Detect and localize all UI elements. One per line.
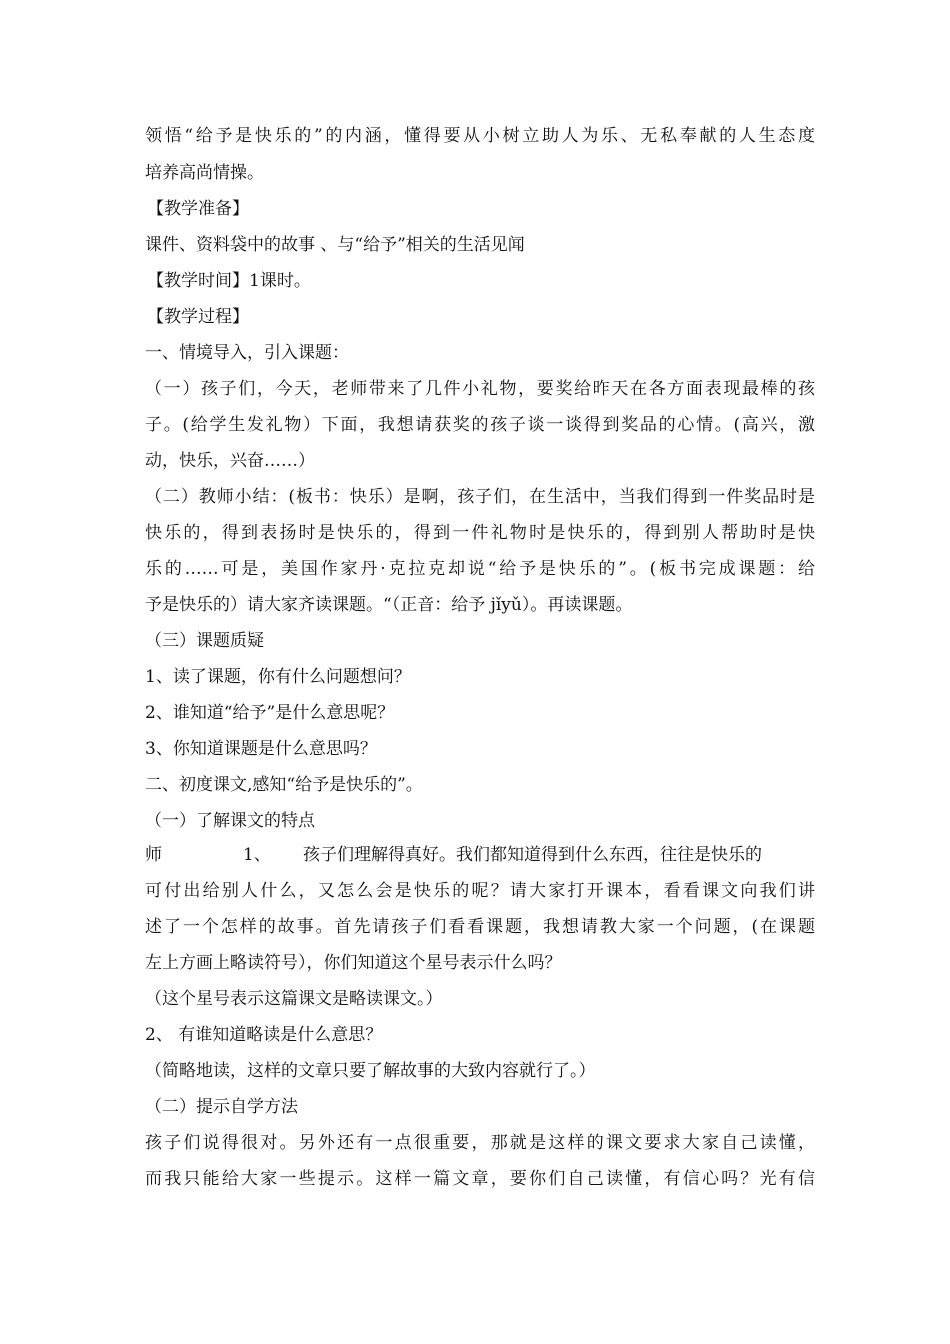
text-line: （一）了解课文的特点 [145, 811, 315, 831]
text-line: 快乐的，得到表扬时是快乐的，得到一件礼物时是快乐的，得到别人帮助时是快 [145, 523, 815, 543]
text-line: （二）教师小结：(板书：快乐）是啊，孩子们，在生活中，当我们得到一件奖品时是 [145, 487, 815, 507]
text-line: 二、初度课文,感知“给予是快乐的”。 [145, 775, 423, 795]
teacher-text: 孩子们理解得真好。我们都知道得到什么东西，往往是快乐的 [303, 845, 762, 865]
text-line: 领悟“给予是快乐的”的内涵，懂得要从小树立助人为乐、无私奉献的人生态度 [145, 126, 815, 146]
text-line: （一）孩子们，今天，老师带来了几件小礼物，要奖给昨天在各方面表现最棒的孩 [145, 379, 815, 399]
text-line: （这个星号表示这篇课文是略读课文。） [145, 989, 443, 1009]
text-line: 培养高尚情操。 [145, 163, 264, 183]
section-heading: 【教学准备】 [147, 199, 249, 219]
text-line: 3、你知道课题是什么意思吗？ [145, 739, 377, 759]
teacher-line [145, 840, 815, 870]
text-line: 予是快乐的）请大家齐读课题。“（正音：给予 jǐyǔ）。再读课题。 [145, 595, 633, 615]
text-line: 可付出给别人什么，又怎么会是快乐的呢？请大家打开课本，看看课文向我们讲 [145, 881, 815, 901]
item-number: 1、 [243, 845, 271, 865]
text-line: （简略地读，这样的文章只要了解故事的大致内容就行了。） [145, 1061, 596, 1081]
text-line: 动，快乐，兴奋……） [145, 451, 315, 471]
section-heading: 【教学过程】 [147, 307, 249, 327]
text-line: 1、读了课题，你有什么问题想问？ [145, 667, 411, 687]
speaker-label: 师 [145, 845, 162, 865]
text-line: 2、谁知道“给予”是什么意思呢？ [145, 703, 395, 723]
text-line: 乐的……可是，美国作家丹·克拉克却说“给予是快乐的”。(板书完成课题：给 [145, 559, 815, 579]
text-line: 2、 有谁知道略读是什么意思？ [145, 1025, 383, 1045]
text-line: 而我只能给大家一些提示。这样一篇文章，要你们自己读懂，有信心吗？光有信 [145, 1169, 815, 1189]
text-line: 一、情境导入，引入课题： [145, 343, 349, 363]
text-line: （三）课题质疑 [145, 631, 264, 651]
section-heading: 【教学时间】1课时。 [147, 271, 311, 291]
text-line: 课件、资料袋中的故事 、与“给予”相关的生活见闻 [145, 235, 525, 255]
text-line: 左上方画上略读符号），你们知道这个星号表示什么吗？ [145, 953, 562, 973]
text-line: 述了一个怎样的故事。首先请孩子们看看课题，我想请教大家一个问题，(在课题 [145, 917, 815, 937]
text-line: 孩子们说得很对。另外还有一点很重要，那就是这样的课文要求大家自己读懂， [145, 1133, 815, 1153]
text-line: （二）提示自学方法 [145, 1097, 298, 1117]
text-line: 子。(给学生发礼物）下面，我想请获奖的孩子谈一谈得到奖品的心情。(高兴，激 [145, 415, 815, 435]
